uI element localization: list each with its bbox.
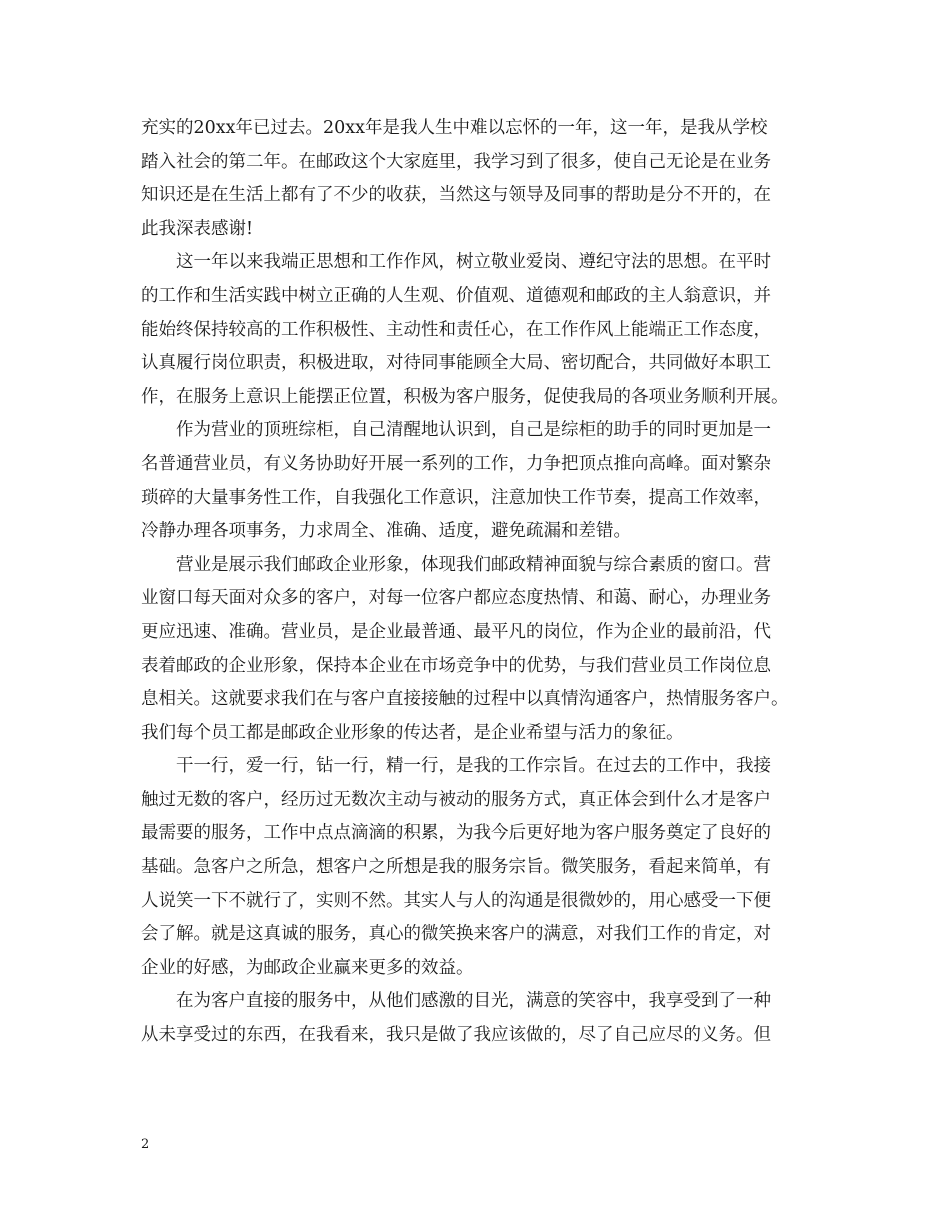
text-line: 基础。急客户之所急，想客户之所想是我的服务宗旨。微笑服务，看起来简单，有 bbox=[141, 857, 771, 878]
text-line: 名普通营业员，有义务协助好开展一系列的工作，力争把顶点推向高峰。面对繁杂 bbox=[141, 453, 771, 474]
text-line: 认真履行岗位职责，积极进取，对待同事能顾全大局、密切配合，共同做好本职工 bbox=[141, 353, 771, 374]
body-text bbox=[141, 112, 813, 1053]
text-line: 营业是展示我们邮政企业形象，体现我们邮政精神面貌与综合素质的窗口。营 bbox=[176, 554, 771, 575]
text-line: 干一行，爱一行，钻一行，精一行，是我的工作宗旨。在过去的工作中，我接 bbox=[176, 756, 771, 777]
text-line: 业窗口每天面对众多的客户，对每一位客户都应态度热情、和蔼、耐心，办理业务 bbox=[141, 588, 771, 609]
text-line: 触过无数的客户，经历过无数次主动与被动的服务方式，真正体会到什么才是客户 bbox=[141, 789, 771, 810]
text-line: 企业的好感，为邮政企业赢来更多的效益。 bbox=[141, 957, 474, 978]
page-number: 2 bbox=[141, 1137, 150, 1152]
text-line: 琐碎的大量事务性工作，自我强化工作意识，注意加快工作节奏，提高工作效率， bbox=[141, 487, 771, 508]
text-line: 能始终保持较高的工作积极性、主动性和责任心，在工作作风上能端正工作态度， bbox=[141, 319, 771, 340]
text-line: 知识还是在生活上都有了不少的收获，当然这与领导及同事的帮助是分不开的，在 bbox=[141, 185, 771, 206]
text-line: 此我深表感谢! bbox=[141, 218, 254, 239]
text-line: 踏入社会的第二年。在邮政这个大家庭里，我学习到了很多，使自己无论是在业务 bbox=[141, 151, 771, 172]
text-line: 的工作和生活实践中树立正确的人生观、价值观、道德观和邮政的主人翁意识，并 bbox=[141, 285, 771, 306]
text-line: 人说笑一下不就行了，实则不然。其实人与人的沟通是很微妙的，用心感受一下便 bbox=[141, 890, 771, 911]
text-line: 从未享受过的东西，在我看来，我只是做了我应该做的，尽了自己应尽的义务。但 bbox=[141, 1025, 771, 1046]
text-line: 最需要的服务，工作中点点滴滴的积累，为我今后更好地为客户服务奠定了良好的 bbox=[141, 823, 771, 844]
text-line: 更应迅速、准确。营业员，是企业最普通、最平凡的岗位，作为企业的最前沿，代 bbox=[141, 621, 771, 642]
text-line: 在为客户直接的服务中，从他们感激的目光，满意的笑容中，我享受到了一种 bbox=[176, 991, 771, 1012]
text-line: 会了解。就是这真诚的服务，真心的微笑换来客户的满意，对我们工作的肯定，对 bbox=[141, 924, 771, 945]
text-line: 冷静办理各项事务，力求周全、准确、适度，避免疏漏和差错。 bbox=[141, 521, 631, 542]
text-line: 这一年以来我端正思想和工作作风，树立敬业爱岗、遵纪守法的思想。在平时 bbox=[176, 252, 771, 273]
text-line: 我们每个员工都是邮政企业形象的传达者，是企业希望与活力的象征。 bbox=[141, 722, 684, 743]
text-line: 作为营业的顶班综柜，自己清醒地认识到，自己是综柜的助手的同时更加是一 bbox=[176, 420, 771, 441]
text-line: 作，在服务上意识上能摆正位置，积极为客户服务，促使我局的各项业务顺利开展。 bbox=[141, 386, 789, 407]
text-line: 表着邮政的企业形象，保持本企业在市场竞争中的优势，与我们营业员工作岗位息 bbox=[141, 655, 771, 676]
text-line: 充实的20xx年已过去。20xx年是我人生中难以忘怀的一年，这一年，是我从学校 bbox=[141, 118, 768, 138]
text-line: 息相关。这就要求我们在与客户直接接触的过程中以真情沟通客户，热情服务客户。 bbox=[141, 689, 789, 710]
